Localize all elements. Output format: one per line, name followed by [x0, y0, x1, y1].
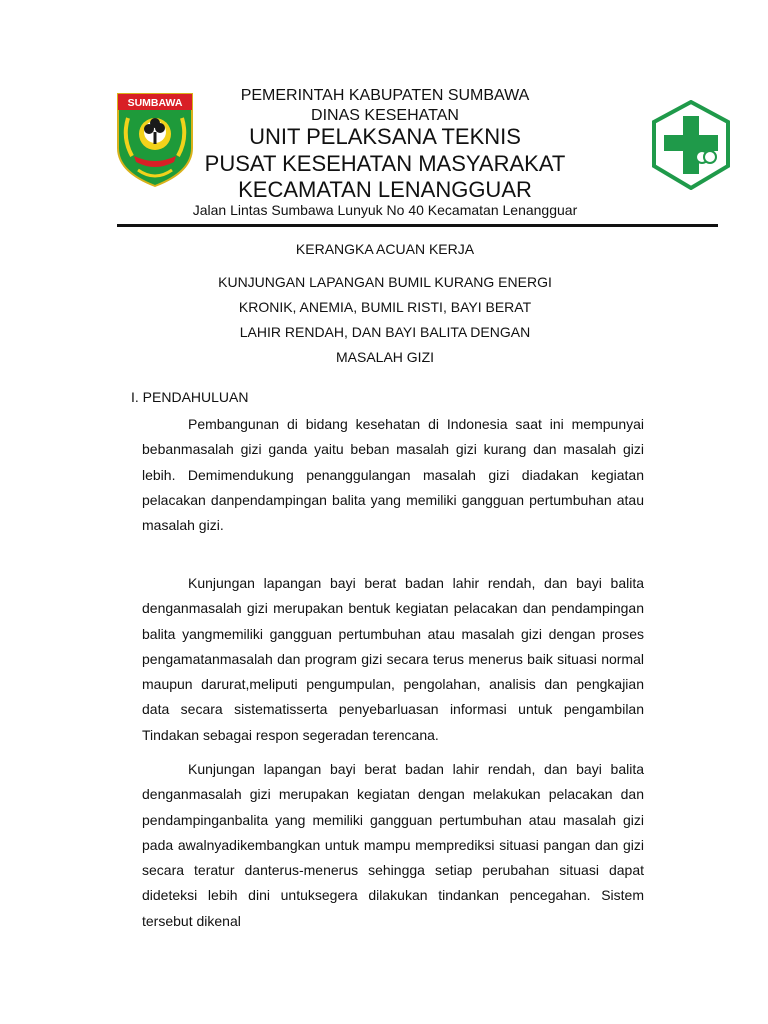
- health-center-line: PUSAT KESEHATAN MASYARAKAT: [204, 151, 566, 176]
- address-line: Jalan Lintas Sumbawa Lunyuk No 40 Kecamatan Lenangguar: [192, 202, 578, 218]
- subtitle-line: MASALAH GIZI: [335, 349, 435, 365]
- subtitle-line: LAHIR RENDAH, DAN BAYI BALITA DENGAN: [239, 324, 531, 340]
- emblem-label: SUMBAWA: [127, 97, 183, 109]
- department-line: DINAS KESEHATAN: [311, 107, 459, 124]
- subtitle-line: KRONIK, ANEMIA, BUMIL RISTI, BAYI BERAT: [238, 299, 532, 315]
- body-paragraph: Kunjungan lapangan bayi berat badan lahir rendah, dan bayi balita denganmasalah gizi merupakan bentuk kegiatan pelacakan dan pendampingan balita yangmemiliki gangguan pertumbuhan atau masalah gizi dengan proses pengamatanmasalah dan program gizi secara terus menerus baik situasi normal maupun darurat,meliputi pengumpulan, pengolahan, analisis dan pengkajian data secara sistematisserta penyebarluasan informasi untuk pengambilan Tindakan sebagai respon segeradan terencana.: [142, 575, 644, 743]
- body-paragraph: Kunjungan lapangan bayi berat badan lahir rendah, dan bayi balita denganmasalah gizi merupakan kegiatan dengan melakukan pelacakan dan pendampinganbalita yang memiliki gangguan pertumbuhan atau masalah gizi pada awalnyadikembangkan untuk mampu memprediksi situasi pangan dan gizi secara teratur danterus-menerus sehingga setiap perubahan situasi dapat dideteksi lebih dini untuksegera dilakukan tindankan pencegahan. Sistem tersebut dikenal: [142, 761, 644, 929]
- government-line: PEMERINTAH KABUPATEN SUMBAWA: [240, 87, 530, 104]
- document-title: KERANGKA ACUAN KERJA: [295, 241, 475, 257]
- subtitle-line: KUNJUNGAN LAPANGAN BUMIL KURANG ENERGI: [218, 274, 552, 290]
- district-line: KECAMATAN LENANGGUAR: [238, 177, 532, 202]
- letterhead-divider: [117, 224, 718, 227]
- section-heading: I. PENDAHULUAN: [131, 389, 249, 405]
- body-paragraph: Pembangunan di bidang kesehatan di Indonesia saat ini mempunyai bebanmasalah gizi ganda yaitu beban masalah gizi kurang dan masalah gizi lebih. Demimendukung penanggulangan masalah gizi diadakan kegiatan pelacakan danpendampingan balita yang memiliki gangguan pertumbuhan atau masalah gizi.: [142, 416, 644, 534]
- puskesmas-logo-icon: [650, 100, 732, 190]
- unit-line: UNIT PELAKSANA TEKNIS: [249, 124, 521, 149]
